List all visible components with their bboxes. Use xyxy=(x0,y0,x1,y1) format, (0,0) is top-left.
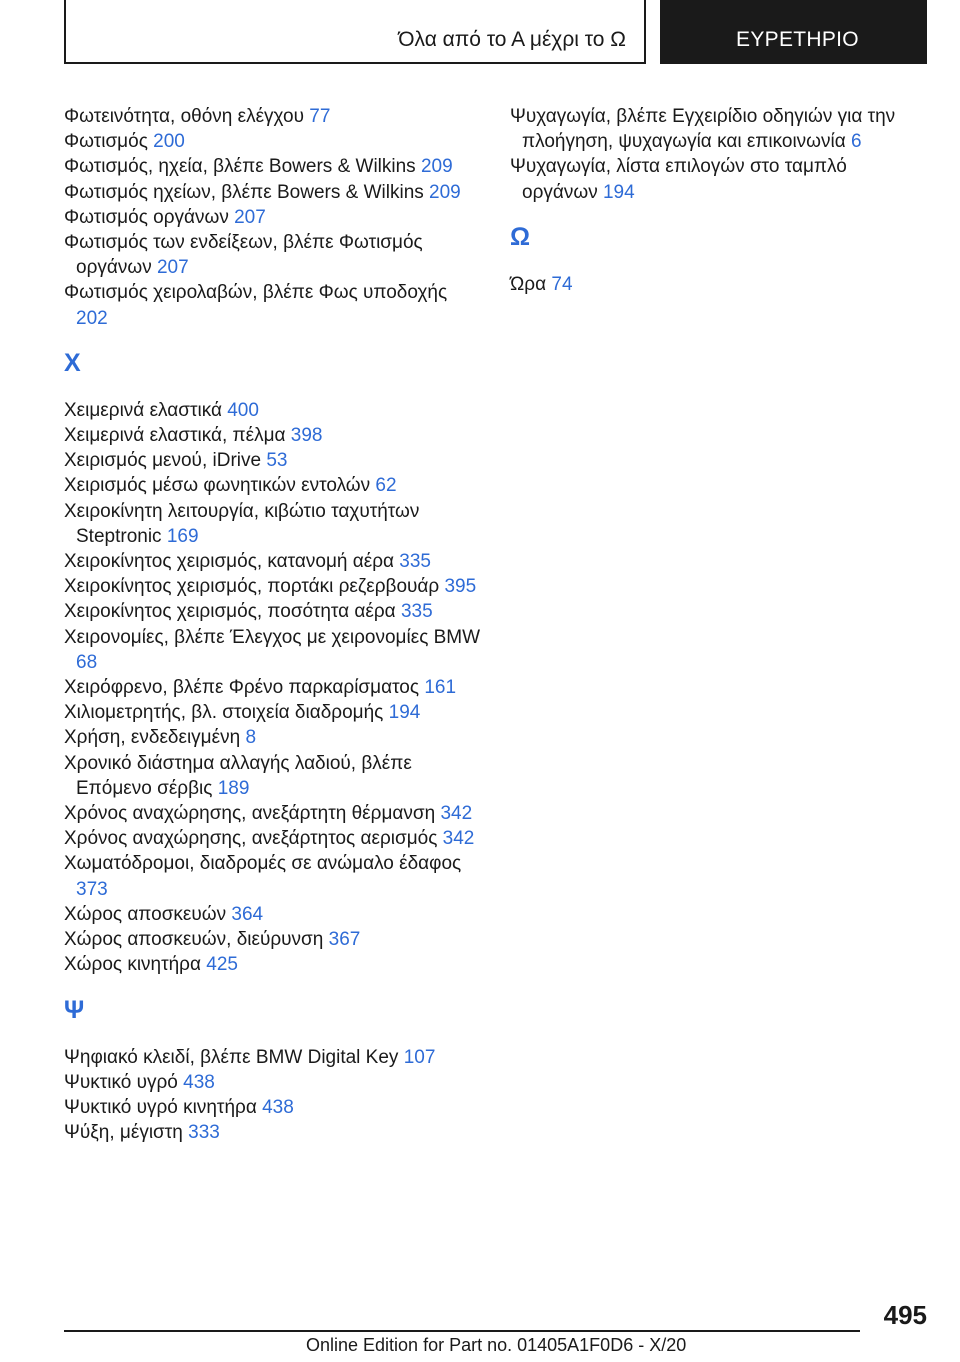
page-link[interactable]: 8 xyxy=(245,727,257,749)
index-entry xyxy=(64,499,484,549)
index-term: Χειμερινά ελαστικά, πέλμα xyxy=(64,425,291,447)
index-term: Χιλιομετρητής, βλ. στοιχεία διαδρομής xyxy=(64,702,389,724)
index-entry xyxy=(64,104,484,129)
footer-divider xyxy=(64,1330,860,1332)
index-term: Χειρισμός μέσω φωνητικών εντολών xyxy=(64,475,376,497)
page-link[interactable]: 342 xyxy=(442,828,475,850)
section-letter-omega: Ω xyxy=(510,222,531,251)
index-group xyxy=(510,104,910,205)
index-entry xyxy=(510,104,910,154)
page-link[interactable]: 62 xyxy=(375,475,397,497)
edition-note: Online Edition for Part no. 01405A1F0D6 - X/20 xyxy=(306,1335,687,1355)
index-entry xyxy=(64,423,484,448)
index-entry xyxy=(64,801,484,826)
index-term: Φωτισμός οργάνων xyxy=(64,206,235,228)
index-entry xyxy=(64,230,484,280)
index-entry xyxy=(64,448,484,473)
chapter-tab xyxy=(64,0,646,64)
index-term: Χειροκίνητος χειρισμός, κατανομή αέρα xyxy=(64,551,400,573)
index-term: Φωτισμός, ηχεία, βλέπε Bowers & Wilkins xyxy=(64,156,421,178)
index-entry xyxy=(64,398,484,423)
index-entry xyxy=(510,154,910,204)
index-term: Χειμερινά ελαστικά xyxy=(64,399,228,421)
index-term: Χρήση, ενδεδειγμένη xyxy=(64,727,246,749)
page-link[interactable]: 6 xyxy=(851,131,862,153)
index-entry xyxy=(64,1045,484,1070)
page-link[interactable]: 200 xyxy=(153,131,185,153)
index-entry xyxy=(64,675,484,700)
index-term: Ψυκτικό υγρό xyxy=(64,1071,184,1093)
index-entry xyxy=(64,826,484,851)
index-term: Χωματόδρομοι, διαδρομές σε ανώμαλο έδαφος xyxy=(64,853,462,875)
index-term: Ψυκτικό υγρό κινητήρα xyxy=(64,1096,263,1118)
page-link[interactable]: 194 xyxy=(388,702,421,724)
index-group xyxy=(64,104,484,331)
section-letter-psi: Ψ xyxy=(64,995,85,1024)
index-term: Χειρονομίες, βλέπε Έλεγχος με χειρονομίες BMW xyxy=(64,626,481,648)
chapter-title: Όλα από το Α μέχρι το Ω xyxy=(398,28,626,51)
index-entry xyxy=(64,129,484,154)
page-link[interactable]: 400 xyxy=(227,399,259,421)
page-link[interactable]: 107 xyxy=(403,1046,436,1068)
index-entry xyxy=(64,599,484,624)
index-term: Φωτισμός των ενδείξεων, βλέπε Φωτισμός οργάνων xyxy=(64,232,423,279)
index-entry xyxy=(64,700,484,725)
section-letter-x: X xyxy=(64,348,81,377)
index-entry xyxy=(64,205,484,230)
page-link[interactable]: 207 xyxy=(156,257,189,279)
index-group xyxy=(64,1045,484,1146)
index-entry xyxy=(64,280,484,330)
index-term: Ώρα xyxy=(510,273,552,295)
index-term: Φωτισμός ηχείων, βλέπε Bowers & Wilkins xyxy=(64,181,430,203)
page-link[interactable]: 209 xyxy=(429,181,461,203)
page-link[interactable]: 395 xyxy=(444,576,477,598)
page-link[interactable]: 74 xyxy=(551,273,573,295)
index-entry xyxy=(64,1070,484,1095)
page-link[interactable]: 194 xyxy=(602,181,635,203)
index-term: Χειρισμός μενού, iDrive xyxy=(64,450,267,472)
index-entry xyxy=(510,272,910,297)
index-entry xyxy=(64,574,484,599)
index-entry xyxy=(64,902,484,927)
page-link[interactable]: 438 xyxy=(183,1071,215,1093)
page-header xyxy=(64,0,927,64)
index-term: Χρονικό διάστημα αλλαγής λαδιού, βλέπε Επόμενο σέρβις xyxy=(64,752,412,799)
index-term: Χώρος αποσκευών xyxy=(64,903,232,925)
page-link[interactable]: 68 xyxy=(76,651,98,673)
index-term: Χώρος κινητήρα xyxy=(64,954,207,976)
page-link[interactable]: 77 xyxy=(309,106,331,127)
index-column-left xyxy=(64,104,484,1145)
page-link[interactable]: 364 xyxy=(231,903,264,925)
index-term: Χειρόφρενο, βλέπε Φρένο παρκαρίσματος xyxy=(64,677,425,699)
index-entry xyxy=(64,154,484,179)
index-term: Χειροκίνητη λειτουργία, κιβώτιο ταχυτήτων Steptronic xyxy=(64,500,420,547)
index-group xyxy=(64,398,484,978)
page-link[interactable]: 335 xyxy=(400,601,433,623)
index-term: Ψυχαγωγία, λίστα επιλογών στο ταμπλό οργάνων xyxy=(510,156,847,203)
section-title: ΕΥΡΕΤΗΡΙΟ xyxy=(736,28,859,51)
index-term: Ψύξη, μέγιστη xyxy=(64,1122,189,1144)
index-term: Φωτεινότητα, οθόνη ελέγχου xyxy=(64,106,310,127)
page-link[interactable]: 161 xyxy=(424,677,457,699)
index-group xyxy=(510,272,910,297)
index-term: Φωτισμός χειρολαβών, βλέπε Φως υποδοχής xyxy=(64,282,448,304)
page-link[interactable]: 53 xyxy=(266,450,288,472)
index-entry xyxy=(64,751,484,801)
page-link[interactable]: 438 xyxy=(262,1096,294,1118)
index-term: Ψυχαγωγία, βλέπε Εγχειρίδιο οδηγιών για την πλοήγηση, ψυχαγωγία και επικοινωνία xyxy=(510,106,896,153)
page-link[interactable]: 335 xyxy=(399,551,431,573)
index-entry xyxy=(64,851,484,901)
index-entry xyxy=(64,625,484,675)
page-link[interactable]: 367 xyxy=(328,929,361,951)
index-term: Φωτισμός xyxy=(64,131,154,153)
section-tab xyxy=(660,0,927,64)
index-entry xyxy=(64,1095,484,1120)
page-link[interactable]: 189 xyxy=(217,777,250,799)
index-term: Ψηφιακό κλειδί, βλέπε BMW Digital Key xyxy=(64,1046,404,1068)
page-link[interactable]: 202 xyxy=(76,307,108,329)
index-entry xyxy=(64,725,484,750)
index-entry xyxy=(64,952,484,977)
page-link[interactable]: 207 xyxy=(234,206,266,228)
index-entry xyxy=(64,473,484,498)
page-link[interactable]: 333 xyxy=(188,1122,220,1144)
index-entry xyxy=(64,549,484,574)
index-entry xyxy=(64,180,484,205)
index-column-right xyxy=(510,104,910,297)
index-term: Χρόνος αναχώρησης, ανεξάρτητος αερισμός xyxy=(64,828,443,850)
index-entry xyxy=(64,927,484,952)
index-term: Χώρος αποσκευών, διεύρυνση xyxy=(64,929,329,951)
index-term: Χειροκίνητος χειρισμός, πορτάκι ρεζερβουάρ xyxy=(64,576,445,598)
page-link[interactable]: 209 xyxy=(420,156,453,178)
index-term: Χρόνος αναχώρησης, ανεξάρτητη θέρμανση xyxy=(64,803,441,825)
index-term: Χειροκίνητος χειρισμός, ποσότητα αέρα xyxy=(64,601,401,623)
page-number: 495 xyxy=(883,1300,927,1330)
page-link[interactable]: 342 xyxy=(440,803,473,825)
page-link[interactable]: 373 xyxy=(76,878,108,900)
page-link[interactable]: 425 xyxy=(206,954,238,976)
page-link[interactable]: 398 xyxy=(290,425,323,447)
page-link[interactable]: 169 xyxy=(166,525,199,547)
index-entry xyxy=(64,1120,484,1145)
